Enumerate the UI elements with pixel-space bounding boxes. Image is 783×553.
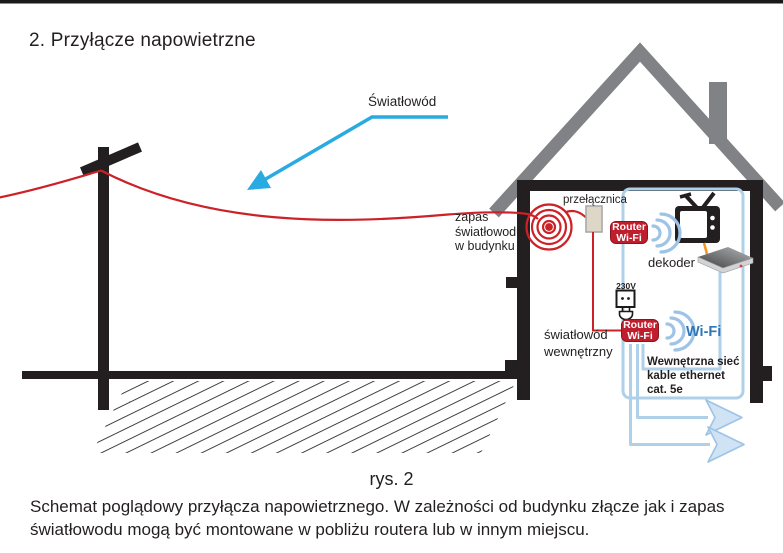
network-outlet-arrows [706, 400, 744, 462]
figure-number: rys. 2 [369, 469, 414, 489]
router-badge-line1: Router [623, 319, 657, 331]
tv-decoder-cable [704, 243, 707, 254]
decoder-label: dekoder [648, 255, 695, 270]
internal-network-line3: cat. 5e [647, 384, 683, 396]
splitter-box-icon [586, 206, 602, 232]
fiber-reserve-line3: w budynku [455, 239, 515, 253]
fiber-coil-icon [527, 205, 587, 250]
fiber-reserve-line2: światłowodu [455, 224, 524, 239]
indoor-fiber-line2: wewnętrzny [544, 344, 613, 359]
power-230v-label: 230V [616, 281, 636, 291]
network-arrow-icon [708, 427, 744, 462]
ground [22, 371, 518, 453]
router-badge-line2: Wi-Fi [627, 329, 653, 342]
overhead-fiber-label: Światłowód [368, 94, 437, 109]
page-title: 2. Przyłącze napowietrzne [29, 30, 256, 51]
internal-network-line1: Wewnętrzna sieć [647, 356, 740, 368]
fiber-reserve-label [455, 210, 523, 254]
indoor-fiber-label [544, 326, 613, 360]
wifi-label: Wi-Fi [686, 324, 722, 340]
caption-line2: światłowodu mogą być montowane w pobliżu routera lub w innym miejscu. [30, 520, 590, 539]
utility-pole [82, 147, 140, 410]
router-badge-line2: Wi-Fi [616, 231, 642, 244]
caption-line1: Schemat poglądowy przyłącza napowietrznego. W zależności od budynku złącze jak i zapas [30, 497, 725, 516]
fiber-callout-arrow-icon [247, 117, 448, 190]
internal-network-line2: kable ethernet [647, 370, 725, 382]
fiber-reserve-line1: zapas [455, 210, 489, 224]
top-border-rule [0, 0, 783, 4]
internal-network-label [647, 355, 739, 397]
router-wifi-badge-lower [621, 319, 659, 342]
splitter-label: przełącznica [563, 194, 627, 206]
tv-icon [675, 193, 720, 243]
router-wifi-badge-upper [610, 221, 648, 244]
router-badge-line1: Router [612, 221, 646, 233]
indoor-fiber-line1: światłowód [544, 327, 608, 342]
